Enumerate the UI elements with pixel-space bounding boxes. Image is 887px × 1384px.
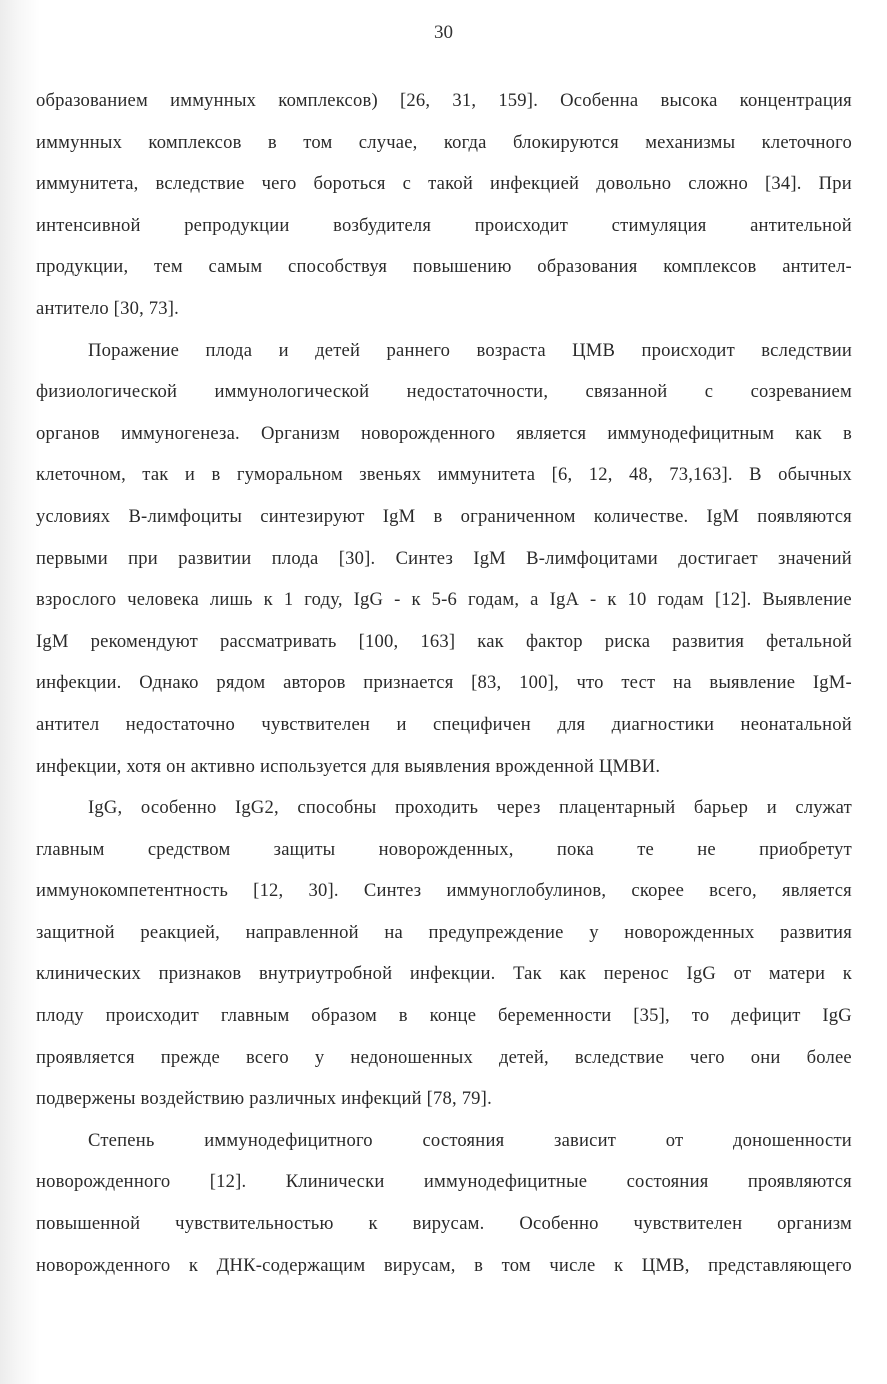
text-line: проявляется прежде всего у недоношенных детей, вследствие чего они более — [36, 1046, 852, 1068]
text-line: новорожденного к ДНК-содержащим вирусам, в том числе к ЦМВ, представляющего — [36, 1254, 852, 1276]
text-line: клинических признаков внутриутробной инфекции. Так как перенос IgG от матери к — [36, 963, 852, 985]
text-line: органов иммуногенеза. Организм новорожденного является иммунодефицитным как в — [36, 422, 852, 444]
paragraph-3 — [36, 787, 852, 1120]
text-line: защитной реакцией, направленной на предупреждение у новорожденных развития — [36, 921, 852, 943]
text-line: условиях В-лимфоциты синтезируют IgM в ограниченном количестве. IgM появляются — [36, 505, 852, 527]
text-line: интенсивной репродукции возбудителя происходит стимуляция антительной — [36, 214, 852, 236]
text-line: продукции, тем самым способствуя повышению образования комплексов антител- — [36, 256, 852, 278]
text-line: физиологической иммунологической недостаточности, связанной с созреванием — [36, 381, 852, 403]
text-line: новорожденного [12]. Клинически иммунодефицитные состояния проявляются — [36, 1171, 852, 1193]
text-line: плоду происходит главным образом в конце беременности [35], то дефицит IgG — [36, 1005, 852, 1027]
text-line: образованием иммунных комплексов) [26, 31, 159]. Особенна высока концентрация — [36, 90, 852, 111]
text-line: иммунитета, вследствие чего бороться с такой инфекцией довольно сложно [34]. При — [36, 173, 852, 195]
text-line: первыми при развитии плода [30]. Синтез IgM В-лимфоцитами достигает значений — [36, 547, 852, 569]
text-line: антител недостаточно чувствителен и специфичен для диагностики неонатальной — [36, 713, 852, 735]
text-line: Поражение плода и детей раннего возраста ЦМВ происходит вследствии — [88, 339, 852, 361]
text-line: IgG, особенно IgG2, способны проходить через плацентарный барьер и служат — [88, 797, 852, 819]
scan-edge-shadow — [0, 0, 40, 1384]
text-line: клеточном, так и в гуморальном звеньях иммунитета [6, 12, 48, 73,163]. В обычных — [36, 464, 852, 486]
text-line: взрослого человека лишь к 1 году, IgG - к 5-6 годам, а IgA - к 10 годам [12]. Выявление — [36, 589, 852, 611]
paragraph-2 — [36, 330, 852, 788]
paragraph-4 — [36, 1120, 852, 1286]
text-line: инфекции. Однако рядом авторов признается [83, 100], что тест на выявление IgM- — [36, 672, 852, 694]
paragraph-1 — [36, 80, 852, 330]
text-line: антитело [30, 73]. — [36, 297, 179, 319]
text-line: главным средством защиты новорожденных, пока те не приобретут — [36, 838, 852, 860]
text-line: Степень иммунодефицитного состояния зависит от доношенности — [88, 1129, 852, 1151]
text-line: инфекции, хотя он активно используется для выявления врожденной ЦМВИ. — [36, 755, 661, 777]
text-line: подвержены воздействию различных инфекций [78, 79]. — [36, 1088, 492, 1110]
text-line: IgM рекомендуют рассматривать [100, 163] как фактор риска развития фетальной — [36, 630, 852, 652]
text-line: повышенной чувствительностью к вирусам. Особенно чувствителен организм — [36, 1213, 852, 1235]
page-number: 30 — [434, 22, 453, 43]
text-line: иммунокомпетентность [12, 30]. Синтез иммуноглобулинов, скорее всего, является — [36, 880, 852, 902]
document-body — [36, 80, 852, 1286]
text-line: иммунных комплексов в том случае, когда блокируются механизмы клеточного — [36, 131, 852, 153]
